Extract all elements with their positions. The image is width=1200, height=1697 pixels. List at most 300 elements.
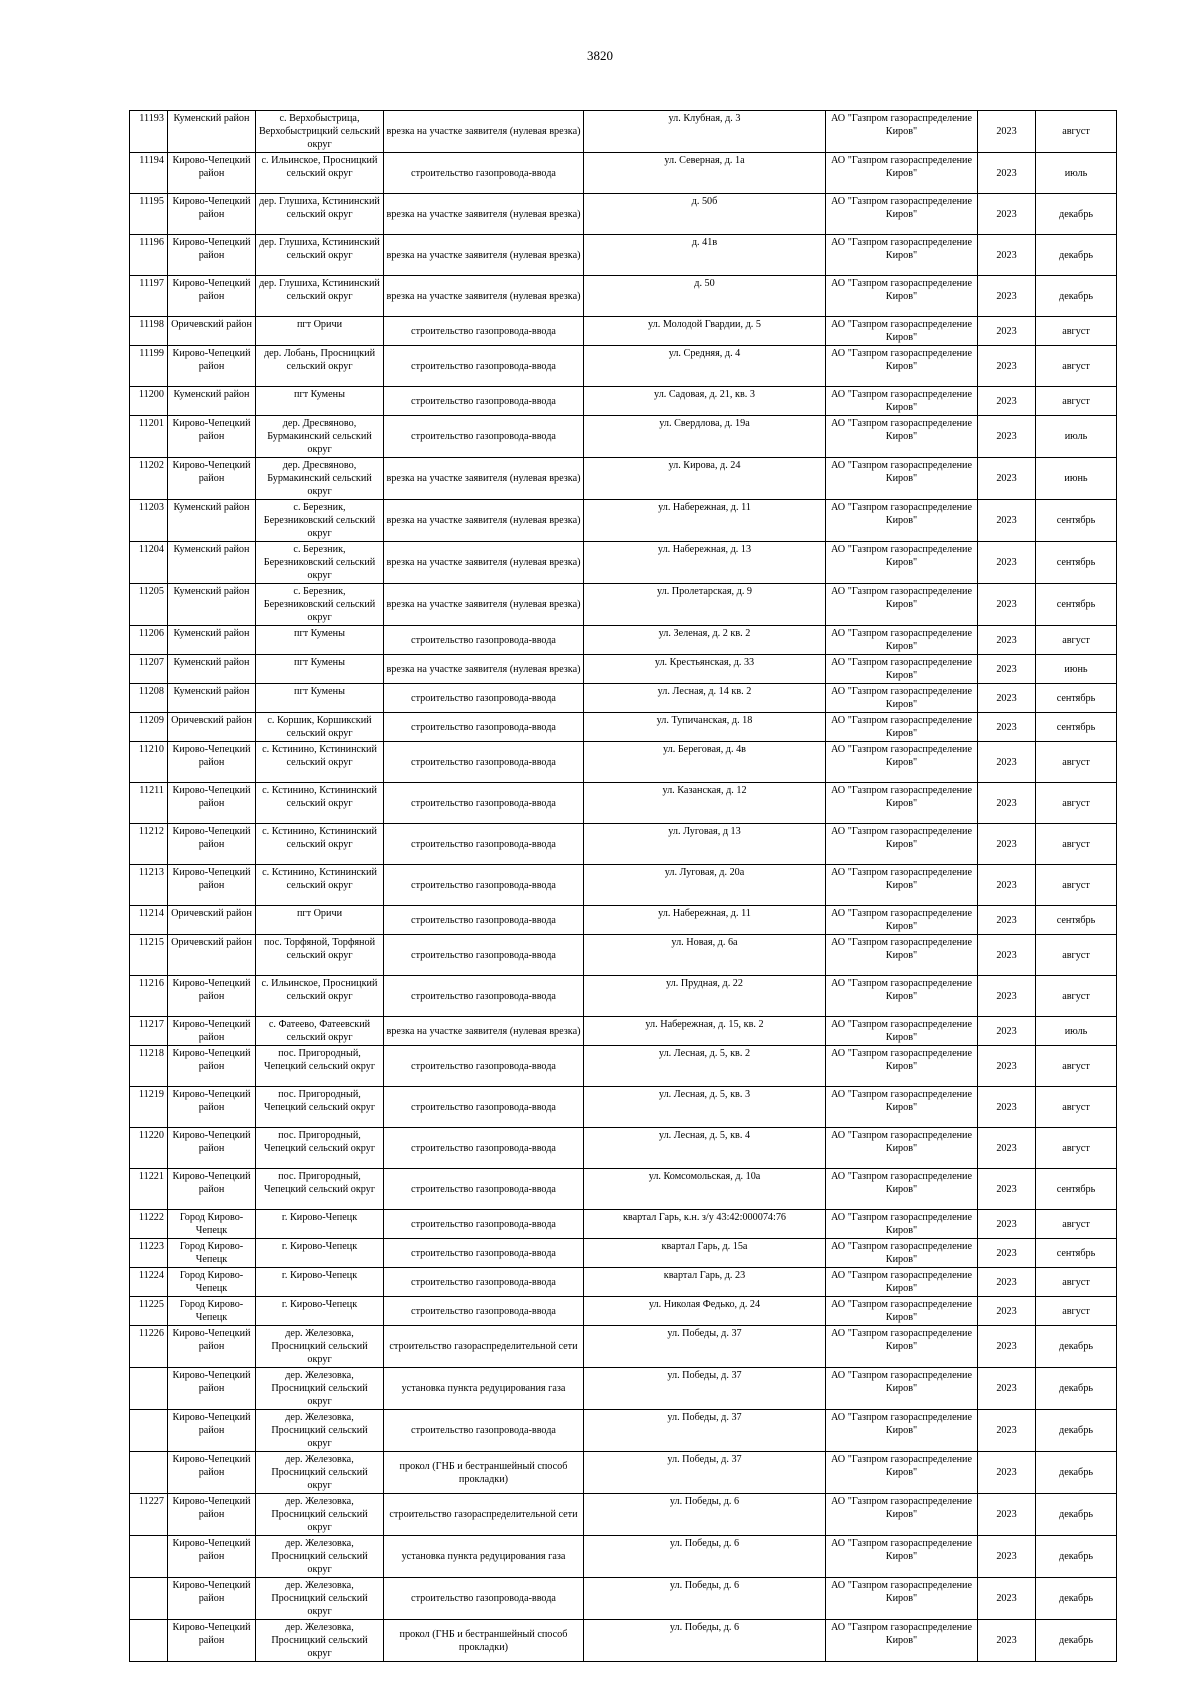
work-type-cell: строительство газопровода-ввода — [384, 1268, 584, 1297]
month-cell: август — [1036, 976, 1117, 1017]
year-cell: 2023 — [978, 1017, 1036, 1046]
address-cell: д. 50б — [584, 194, 826, 235]
locality-cell: пгт Кумены — [256, 626, 384, 655]
year-cell: 2023 — [978, 1410, 1036, 1452]
year-cell: 2023 — [978, 387, 1036, 416]
district-cell: Кирово-Чепецкий район — [168, 458, 256, 500]
month-cell: декабрь — [1036, 235, 1117, 276]
row-number: 11216 — [130, 976, 168, 1017]
organization-cell: АО "Газпром газораспределение Киров" — [826, 1494, 978, 1536]
address-cell: ул. Луговая, д 13 — [584, 824, 826, 865]
locality-cell: дер. Глушиха, Кстининский сельский округ — [256, 194, 384, 235]
address-cell: ул. Кирова, д. 24 — [584, 458, 826, 500]
table-row — [130, 684, 1117, 713]
month-cell: сентябрь — [1036, 500, 1117, 542]
row-number: 11195 — [130, 194, 168, 235]
locality-cell: с. Кстинино, Кстининский сельский округ — [256, 742, 384, 783]
work-type-cell: строительство газопровода-ввода — [384, 387, 584, 416]
locality-cell: с. Ильинское, Просницкий сельский округ — [256, 976, 384, 1017]
work-type-cell: строительство газопровода-ввода — [384, 935, 584, 976]
row-number — [130, 1536, 168, 1578]
work-type-cell: строительство газопровода-ввода — [384, 684, 584, 713]
row-number: 11206 — [130, 626, 168, 655]
row-number: 11196 — [130, 235, 168, 276]
address-cell: ул. Победы, д. 6 — [584, 1578, 826, 1620]
month-cell: август — [1036, 824, 1117, 865]
month-cell: август — [1036, 742, 1117, 783]
locality-cell: пос. Торфяной, Торфяной сельский округ — [256, 935, 384, 976]
organization-cell: АО "Газпром газораспределение Киров" — [826, 1169, 978, 1210]
table-row — [130, 1046, 1117, 1087]
table-row — [130, 346, 1117, 387]
address-cell: ул. Победы, д. 37 — [584, 1368, 826, 1410]
table-row — [130, 111, 1117, 153]
month-cell: август — [1036, 626, 1117, 655]
address-cell: ул. Зеленая, д. 2 кв. 2 — [584, 626, 826, 655]
table-row — [130, 1326, 1117, 1368]
work-type-cell: строительство газопровода-ввода — [384, 865, 584, 906]
table-row — [130, 626, 1117, 655]
work-type-cell: врезка на участке заявителя (нулевая врезка) — [384, 500, 584, 542]
work-type-cell: прокол (ГНБ и бестраншейный способ прокладки) — [384, 1452, 584, 1494]
organization-cell: АО "Газпром газораспределение Киров" — [826, 655, 978, 684]
locality-cell: с. Кстинино, Кстининский сельский округ — [256, 865, 384, 906]
table-row — [130, 416, 1117, 458]
table-row — [130, 584, 1117, 626]
address-cell: ул. Лесная, д. 5, кв. 2 — [584, 1046, 826, 1087]
organization-cell: АО "Газпром газораспределение Киров" — [826, 783, 978, 824]
month-cell: август — [1036, 1297, 1117, 1326]
work-type-cell: врезка на участке заявителя (нулевая врезка) — [384, 111, 584, 153]
table-row — [130, 153, 1117, 194]
row-number: 11227 — [130, 1494, 168, 1536]
organization-cell: АО "Газпром газораспределение Киров" — [826, 1297, 978, 1326]
month-cell: август — [1036, 111, 1117, 153]
year-cell: 2023 — [978, 1268, 1036, 1297]
month-cell: август — [1036, 1128, 1117, 1169]
locality-cell: дер. Дресвяново, Бурмакинский сельский округ — [256, 458, 384, 500]
organization-cell: АО "Газпром газораспределение Киров" — [826, 1128, 978, 1169]
work-type-cell: строительство газопровода-ввода — [384, 416, 584, 458]
district-cell: Кирово-Чепецкий район — [168, 346, 256, 387]
organization-cell: АО "Газпром газораспределение Киров" — [826, 458, 978, 500]
month-cell: август — [1036, 935, 1117, 976]
row-number: 11226 — [130, 1326, 168, 1368]
month-cell: август — [1036, 1087, 1117, 1128]
address-cell: квартал Гарь, д. 23 — [584, 1268, 826, 1297]
locality-cell: г. Кирово-Чепецк — [256, 1210, 384, 1239]
work-type-cell: строительство газопровода-ввода — [384, 824, 584, 865]
table-row — [130, 655, 1117, 684]
district-cell: Оричевский район — [168, 906, 256, 935]
district-cell: Кирово-Чепецкий район — [168, 1017, 256, 1046]
locality-cell: дер. Железовка, Просницкий сельский округ — [256, 1368, 384, 1410]
table-body — [130, 111, 1117, 1662]
address-cell: д. 41в — [584, 235, 826, 276]
table-row — [130, 235, 1117, 276]
table-row — [130, 742, 1117, 783]
district-cell: Кирово-Чепецкий район — [168, 1536, 256, 1578]
locality-cell: пгт Кумены — [256, 684, 384, 713]
work-type-cell: строительство газопровода-ввода — [384, 713, 584, 742]
address-cell: ул. Луговая, д. 20а — [584, 865, 826, 906]
locality-cell: дер. Железовка, Просницкий сельский округ — [256, 1326, 384, 1368]
table-row — [130, 458, 1117, 500]
district-cell: Город Кирово-Чепецк — [168, 1268, 256, 1297]
address-cell: ул. Прудная, д. 22 — [584, 976, 826, 1017]
table-row — [130, 1239, 1117, 1268]
row-number: 11204 — [130, 542, 168, 584]
work-type-cell: строительство газопровода-ввода — [384, 1128, 584, 1169]
district-cell: Кирово-Чепецкий район — [168, 235, 256, 276]
year-cell: 2023 — [978, 713, 1036, 742]
table-row — [130, 276, 1117, 317]
locality-cell: дер. Железовка, Просницкий сельский округ — [256, 1452, 384, 1494]
year-cell: 2023 — [978, 976, 1036, 1017]
address-cell: ул. Набережная, д. 13 — [584, 542, 826, 584]
locality-cell: пос. Пригородный, Чепецкий сельский округ — [256, 1087, 384, 1128]
organization-cell: АО "Газпром газораспределение Киров" — [826, 584, 978, 626]
month-cell: июль — [1036, 153, 1117, 194]
table-row — [130, 387, 1117, 416]
table-row — [130, 1087, 1117, 1128]
month-cell: декабрь — [1036, 1326, 1117, 1368]
organization-cell: АО "Газпром газораспределение Киров" — [826, 317, 978, 346]
row-number: 11215 — [130, 935, 168, 976]
year-cell: 2023 — [978, 935, 1036, 976]
work-type-cell: строительство газопровода-ввода — [384, 906, 584, 935]
month-cell: сентябрь — [1036, 1169, 1117, 1210]
year-cell: 2023 — [978, 906, 1036, 935]
organization-cell: АО "Газпром газораспределение Киров" — [826, 1239, 978, 1268]
locality-cell: с. Ильинское, Просницкий сельский округ — [256, 153, 384, 194]
work-type-cell: строительство газопровода-ввода — [384, 976, 584, 1017]
district-cell: Кирово-Чепецкий район — [168, 276, 256, 317]
district-cell: Кирово-Чепецкий район — [168, 976, 256, 1017]
month-cell: август — [1036, 346, 1117, 387]
table-row — [130, 783, 1117, 824]
locality-cell: дер. Глушиха, Кстининский сельский округ — [256, 276, 384, 317]
row-number: 11207 — [130, 655, 168, 684]
organization-cell: АО "Газпром газораспределение Киров" — [826, 416, 978, 458]
work-type-cell: прокол (ГНБ и бестраншейный способ прокладки) — [384, 1620, 584, 1662]
organization-cell: АО "Газпром газораспределение Киров" — [826, 387, 978, 416]
locality-cell: с. Березник, Березниковский сельский округ — [256, 542, 384, 584]
district-cell: Кирово-Чепецкий район — [168, 194, 256, 235]
organization-cell: АО "Газпром газораспределение Киров" — [826, 1087, 978, 1128]
district-cell: Куменский район — [168, 655, 256, 684]
organization-cell: АО "Газпром газораспределение Киров" — [826, 626, 978, 655]
table-row — [130, 1452, 1117, 1494]
work-type-cell: строительство газопровода-ввода — [384, 317, 584, 346]
address-cell: ул. Николая Федько, д. 24 — [584, 1297, 826, 1326]
work-type-cell: строительство газопровода-ввода — [384, 1297, 584, 1326]
year-cell: 2023 — [978, 742, 1036, 783]
locality-cell: дер. Лобань, Просницкий сельский округ — [256, 346, 384, 387]
row-number: 11222 — [130, 1210, 168, 1239]
district-cell: Куменский район — [168, 387, 256, 416]
work-type-cell: врезка на участке заявителя (нулевая врезка) — [384, 458, 584, 500]
address-cell: ул. Победы, д. 6 — [584, 1536, 826, 1578]
gas-connection-table — [129, 110, 1117, 1662]
year-cell: 2023 — [978, 111, 1036, 153]
address-cell: ул. Лесная, д. 5, кв. 3 — [584, 1087, 826, 1128]
year-cell: 2023 — [978, 458, 1036, 500]
year-cell: 2023 — [978, 1578, 1036, 1620]
organization-cell: АО "Газпром газораспределение Киров" — [826, 1536, 978, 1578]
work-type-cell: врезка на участке заявителя (нулевая врезка) — [384, 276, 584, 317]
table-row — [130, 713, 1117, 742]
year-cell: 2023 — [978, 317, 1036, 346]
row-number: 11193 — [130, 111, 168, 153]
organization-cell: АО "Газпром газораспределение Киров" — [826, 1368, 978, 1410]
district-cell: Оричевский район — [168, 935, 256, 976]
work-type-cell: строительство газопровода-ввода — [384, 1169, 584, 1210]
row-number: 11212 — [130, 824, 168, 865]
address-cell: квартал Гарь, к.н. з/у 43:42:000074:76 — [584, 1210, 826, 1239]
row-number: 11223 — [130, 1239, 168, 1268]
district-cell: Оричевский район — [168, 713, 256, 742]
table-row — [130, 1368, 1117, 1410]
month-cell: сентябрь — [1036, 1239, 1117, 1268]
locality-cell: пгт Оричи — [256, 906, 384, 935]
address-cell: ул. Клубная, д. 3 — [584, 111, 826, 153]
district-cell: Кирово-Чепецкий район — [168, 1128, 256, 1169]
row-number: 11221 — [130, 1169, 168, 1210]
year-cell: 2023 — [978, 416, 1036, 458]
row-number: 11203 — [130, 500, 168, 542]
district-cell: Город Кирово-Чепецк — [168, 1210, 256, 1239]
month-cell: сентябрь — [1036, 684, 1117, 713]
table-row — [130, 1494, 1117, 1536]
district-cell: Кирово-Чепецкий район — [168, 1326, 256, 1368]
organization-cell: АО "Газпром газораспределение Киров" — [826, 906, 978, 935]
district-cell: Город Кирово-Чепецк — [168, 1239, 256, 1268]
district-cell: Кирово-Чепецкий район — [168, 1452, 256, 1494]
month-cell: июль — [1036, 1017, 1117, 1046]
organization-cell: АО "Газпром газораспределение Киров" — [826, 1326, 978, 1368]
month-cell: июнь — [1036, 458, 1117, 500]
year-cell: 2023 — [978, 235, 1036, 276]
row-number — [130, 1620, 168, 1662]
locality-cell: г. Кирово-Чепецк — [256, 1239, 384, 1268]
year-cell: 2023 — [978, 1210, 1036, 1239]
table-row — [130, 1268, 1117, 1297]
row-number: 11209 — [130, 713, 168, 742]
locality-cell: г. Кирово-Чепецк — [256, 1268, 384, 1297]
month-cell: декабрь — [1036, 1452, 1117, 1494]
district-cell: Кирово-Чепецкий район — [168, 865, 256, 906]
district-cell: Кирово-Чепецкий район — [168, 153, 256, 194]
address-cell: ул. Казанская, д. 12 — [584, 783, 826, 824]
address-cell: ул. Победы, д. 37 — [584, 1326, 826, 1368]
locality-cell: пгт Оричи — [256, 317, 384, 346]
address-cell: ул. Молодой Гвардии, д. 5 — [584, 317, 826, 346]
district-cell: Кирово-Чепецкий район — [168, 1620, 256, 1662]
month-cell: июль — [1036, 416, 1117, 458]
locality-cell: с. Коршик, Коршикский сельский округ — [256, 713, 384, 742]
year-cell: 2023 — [978, 865, 1036, 906]
month-cell: август — [1036, 317, 1117, 346]
address-cell: ул. Набережная, д. 11 — [584, 906, 826, 935]
month-cell: август — [1036, 1210, 1117, 1239]
work-type-cell: строительство газораспределительной сети — [384, 1326, 584, 1368]
month-cell: декабрь — [1036, 1620, 1117, 1662]
organization-cell: АО "Газпром газораспределение Киров" — [826, 346, 978, 387]
district-cell: Куменский район — [168, 626, 256, 655]
work-type-cell: врезка на участке заявителя (нулевая врезка) — [384, 584, 584, 626]
month-cell: июнь — [1036, 655, 1117, 684]
month-cell: декабрь — [1036, 1368, 1117, 1410]
work-type-cell: строительство газопровода-ввода — [384, 742, 584, 783]
work-type-cell: строительство газопровода-ввода — [384, 153, 584, 194]
district-cell: Кирово-Чепецкий район — [168, 1494, 256, 1536]
row-number — [130, 1452, 168, 1494]
organization-cell: АО "Газпром газораспределение Киров" — [826, 235, 978, 276]
address-cell: ул. Крестьянская, д. 33 — [584, 655, 826, 684]
organization-cell: АО "Газпром газораспределение Киров" — [826, 1410, 978, 1452]
row-number: 11211 — [130, 783, 168, 824]
work-type-cell: врезка на участке заявителя (нулевая врезка) — [384, 235, 584, 276]
table-row — [130, 1410, 1117, 1452]
row-number — [130, 1578, 168, 1620]
locality-cell: дер. Железовка, Просницкий сельский округ — [256, 1410, 384, 1452]
address-cell: д. 50 — [584, 276, 826, 317]
year-cell: 2023 — [978, 542, 1036, 584]
locality-cell: с. Кстинино, Кстининский сельский округ — [256, 783, 384, 824]
work-type-cell: строительство газопровода-ввода — [384, 346, 584, 387]
row-number: 11219 — [130, 1087, 168, 1128]
year-cell: 2023 — [978, 194, 1036, 235]
year-cell: 2023 — [978, 584, 1036, 626]
row-number: 11208 — [130, 684, 168, 713]
organization-cell: АО "Газпром газораспределение Киров" — [826, 1210, 978, 1239]
district-cell: Куменский район — [168, 500, 256, 542]
organization-cell: АО "Газпром газораспределение Киров" — [826, 1452, 978, 1494]
work-type-cell: врезка на участке заявителя (нулевая врезка) — [384, 194, 584, 235]
organization-cell: АО "Газпром газораспределение Киров" — [826, 1620, 978, 1662]
table-row — [130, 1620, 1117, 1662]
district-cell: Город Кирово-Чепецк — [168, 1297, 256, 1326]
year-cell: 2023 — [978, 1494, 1036, 1536]
district-cell: Кирово-Чепецкий район — [168, 1087, 256, 1128]
address-cell: ул. Победы, д. 6 — [584, 1494, 826, 1536]
organization-cell: АО "Газпром газораспределение Киров" — [826, 276, 978, 317]
work-type-cell: строительство газораспределительной сети — [384, 1494, 584, 1536]
table-row — [130, 865, 1117, 906]
month-cell: август — [1036, 865, 1117, 906]
address-cell: ул. Комсомольская, д. 10а — [584, 1169, 826, 1210]
organization-cell: АО "Газпром газораспределение Киров" — [826, 865, 978, 906]
address-cell: ул. Лесная, д. 14 кв. 2 — [584, 684, 826, 713]
table-row — [130, 976, 1117, 1017]
organization-cell: АО "Газпром газораспределение Киров" — [826, 1017, 978, 1046]
address-cell: ул. Тупичанская, д. 18 — [584, 713, 826, 742]
month-cell: сентябрь — [1036, 542, 1117, 584]
district-cell: Кирово-Чепецкий район — [168, 824, 256, 865]
address-cell: ул. Набережная, д. 15, кв. 2 — [584, 1017, 826, 1046]
row-number — [130, 1410, 168, 1452]
year-cell: 2023 — [978, 500, 1036, 542]
address-cell: квартал Гарь, д. 15а — [584, 1239, 826, 1268]
row-number: 11225 — [130, 1297, 168, 1326]
year-cell: 2023 — [978, 655, 1036, 684]
year-cell: 2023 — [978, 276, 1036, 317]
row-number: 11224 — [130, 1268, 168, 1297]
month-cell: сентябрь — [1036, 584, 1117, 626]
year-cell: 2023 — [978, 1239, 1036, 1268]
year-cell: 2023 — [978, 626, 1036, 655]
month-cell: август — [1036, 387, 1117, 416]
locality-cell: с. Березник, Березниковский сельский округ — [256, 500, 384, 542]
locality-cell: пос. Пригородный, Чепецкий сельский округ — [256, 1169, 384, 1210]
row-number: 11198 — [130, 317, 168, 346]
address-cell: ул. Северная, д. 1а — [584, 153, 826, 194]
month-cell: август — [1036, 1046, 1117, 1087]
month-cell: декабрь — [1036, 1494, 1117, 1536]
district-cell: Оричевский район — [168, 317, 256, 346]
district-cell: Куменский район — [168, 684, 256, 713]
page-number: 3820 — [587, 48, 613, 63]
month-cell: декабрь — [1036, 1578, 1117, 1620]
address-cell: ул. Лесная, д. 5, кв. 4 — [584, 1128, 826, 1169]
work-type-cell: врезка на участке заявителя (нулевая врезка) — [384, 655, 584, 684]
district-cell: Куменский район — [168, 542, 256, 584]
year-cell: 2023 — [978, 1452, 1036, 1494]
work-type-cell: строительство газопровода-ввода — [384, 1210, 584, 1239]
year-cell: 2023 — [978, 1046, 1036, 1087]
work-type-cell: строительство газопровода-ввода — [384, 1578, 584, 1620]
address-cell: ул. Средняя, д. 4 — [584, 346, 826, 387]
locality-cell: с. Кстинино, Кстининский сельский округ — [256, 824, 384, 865]
row-number: 11197 — [130, 276, 168, 317]
organization-cell: АО "Газпром газораспределение Киров" — [826, 500, 978, 542]
row-number: 11210 — [130, 742, 168, 783]
work-type-cell: врезка на участке заявителя (нулевая врезка) — [384, 542, 584, 584]
address-cell: ул. Новая, д. 6а — [584, 935, 826, 976]
year-cell: 2023 — [978, 1620, 1036, 1662]
table-row — [130, 1017, 1117, 1046]
table-row — [130, 1578, 1117, 1620]
organization-cell: АО "Газпром газораспределение Киров" — [826, 153, 978, 194]
month-cell: август — [1036, 1268, 1117, 1297]
organization-cell: АО "Газпром газораспределение Киров" — [826, 976, 978, 1017]
work-type-cell: установка пункта редуцирования газа — [384, 1536, 584, 1578]
district-cell: Кирово-Чепецкий район — [168, 783, 256, 824]
work-type-cell: врезка на участке заявителя (нулевая врезка) — [384, 1017, 584, 1046]
organization-cell: АО "Газпром газораспределение Киров" — [826, 111, 978, 153]
year-cell: 2023 — [978, 1326, 1036, 1368]
address-cell: ул. Садовая, д. 21, кв. 3 — [584, 387, 826, 416]
work-type-cell: установка пункта редуцирования газа — [384, 1368, 584, 1410]
district-cell: Кирово-Чепецкий район — [168, 1410, 256, 1452]
district-cell: Кирово-Чепецкий район — [168, 1046, 256, 1087]
row-number: 11201 — [130, 416, 168, 458]
work-type-cell: строительство газопровода-ввода — [384, 783, 584, 824]
locality-cell: дер. Железовка, Просницкий сельский округ — [256, 1620, 384, 1662]
table-row — [130, 542, 1117, 584]
year-cell: 2023 — [978, 346, 1036, 387]
organization-cell: АО "Газпром газораспределение Киров" — [826, 542, 978, 584]
locality-cell: пгт Кумены — [256, 655, 384, 684]
row-number: 11218 — [130, 1046, 168, 1087]
locality-cell: дер. Железовка, Просницкий сельский округ — [256, 1494, 384, 1536]
row-number: 11202 — [130, 458, 168, 500]
month-cell: декабрь — [1036, 276, 1117, 317]
locality-cell: г. Кирово-Чепецк — [256, 1297, 384, 1326]
address-cell: ул. Свердлова, д. 19а — [584, 416, 826, 458]
row-number: 11200 — [130, 387, 168, 416]
